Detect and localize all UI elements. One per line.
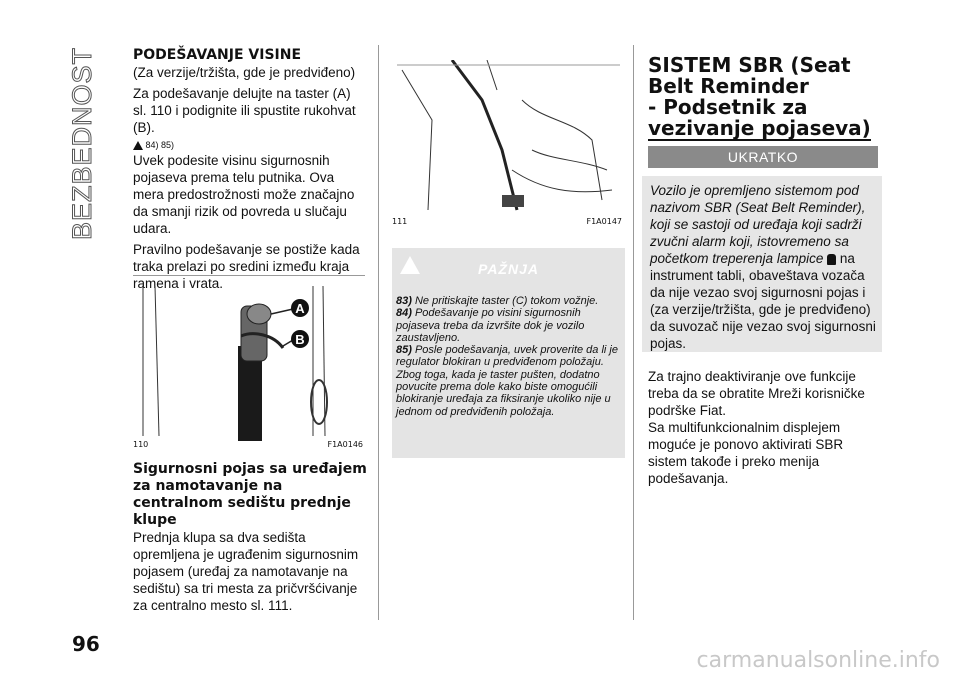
summary-text [650,182,878,352]
figure-111 [392,60,624,235]
paragraph: Uvek podesite visinu sigurnosnih pojaseva prema telu putnika. Ova mera predostrožnosti može značajno da smanji rizik od povreda u slučaju udara. [133,153,355,236]
callout-b: B [295,332,305,347]
warning-box [392,248,625,458]
subtitle-versions: (Za verzije/tržišta, gde je predviđeno) [133,65,356,80]
center-seat-belt-illustration [392,60,624,220]
warning-header [392,248,625,290]
summary-italic: Vozilo je opremljeno sistemom pod nazivom SBR (Seat Belt Reminder), koji se sastoji od uređaja koji sadrži zvučni alarm koji, istovremeno sa početkom treperenja lampice [650,183,866,266]
column-3-text [648,368,878,487]
figure-number: 110 [133,440,149,449]
title-line: Belt Reminder [648,74,809,98]
watermark: carmanualsonline.info [696,648,940,673]
figure-number: 111 [392,217,408,226]
warning-num: 85) [396,344,412,357]
seatbelt-height-adjuster-illustration [133,276,365,441]
paragraph: Za trajno deaktiviranje ove funkcije treba da se obratite Mreži korisničke podrške Fiat. [648,369,865,418]
warning-title: PAŽNJA [478,261,539,277]
section-title-text: BEZBEDNOST [67,46,97,240]
warning-body [396,295,622,418]
section-title-sbr [648,55,871,141]
callout-a: A [295,301,305,316]
paragraph: Za podešavanje delujte na taster (A) sl. 110 i podignite ili spustite rukohvat (B). [133,86,356,135]
warning-num: 84) [396,307,412,320]
seatbelt-warning-lamp-icon [827,254,836,265]
title-line: SISTEM SBR (Seat [648,53,851,77]
heading-center-seatbelt: Sigurnosni pojas sa uređajem za namotavanje na centralnom sedištu prednje klupe [133,461,367,528]
paragraph: Prednja klupa sa dva sedišta opremljena je ugrađenim sigurnosnim pojasem (uređaj za namotavanje na sedištu) sa tri mesta za pričvršćivanje za centralno mesto sl. 111. [133,530,359,613]
paragraph: Sa multifunkcionalnim displejem moguće je ponovo aktivirati SBR sistem takođe i preko menija podešavanja. [648,420,844,486]
page-number: 96 [72,632,100,656]
warning-item-text: Ne pritiskajte taster (C) tokom vožnje. [414,295,599,307]
title-line: vezivanje pojaseva) [648,116,871,140]
figure-110 [133,275,365,451]
summary-label: UKRATKO [648,146,878,168]
column-1-bottom [133,461,368,614]
figure-code: F1A0147 [586,217,622,226]
column-divider [633,45,634,620]
warning-triangle-icon [133,141,143,150]
section-side-title [62,40,108,240]
column-1-top [133,47,363,292]
title-line: - Podsetnik za [648,95,808,119]
warning-num: 83) [396,295,412,307]
paragraph: Pravilno podešavanje se postiže kada traka prelazi po sredini između kraja ramena i vrata. [133,242,360,291]
heading-height-adjustment: PODEŠAVANJE VISINE [133,47,302,63]
warning-item-text: Podešavanje po visini sigurnosnih pojaseva treba da izvršite dok je vozilo zaustavljeno. [396,307,585,344]
warning-refs [133,138,363,152]
column-divider [378,45,379,620]
warning-item-text: Posle podešavanja, uvek proverite da li je regulator blokiran u predviđenom položaju. Zbog toga, kada je taster pušten, dodatno povucite prema dole kako biste omogućili blokiranje uređaja za fiksiranje ukoliko nije u jednom od predviđenih položaja. [396,344,618,418]
summary-rest: na instrument tabli, obaveštava vozača da nije vezao svoj sigurnosni pojas i (za verzije/tržišta, gde je predviđeno) da suvozač nije vezao svoj sigurnosni pojas. [650,251,876,351]
summary-box [642,176,882,352]
figure-code: F1A0146 [327,440,363,449]
warning-refs-text: 84) 85) [145,140,175,150]
